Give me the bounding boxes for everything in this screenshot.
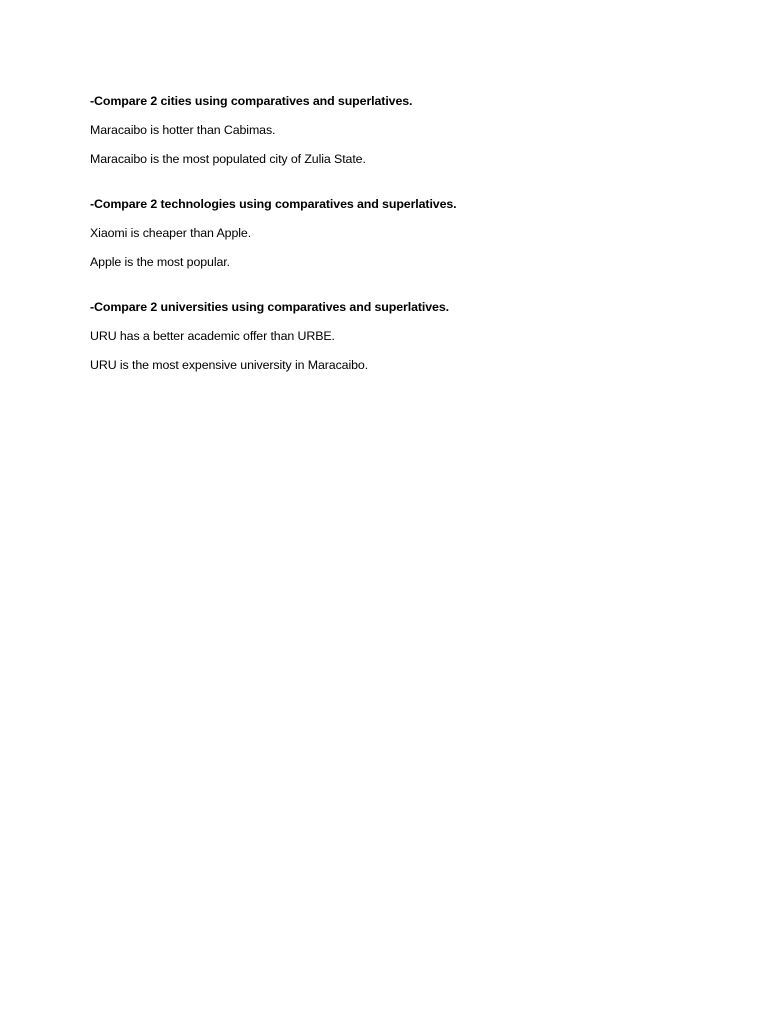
section-cities <box>90 93 690 167</box>
section-universities <box>90 299 690 373</box>
paragraph: URU has a better academic offer than URBE. <box>90 329 335 343</box>
paragraph: Maracaibo is the most populated city of Zulia State. <box>90 152 366 166</box>
paragraph: Maracaibo is hotter than Cabimas. <box>90 123 276 137</box>
paragraph: Apple is the most popular. <box>90 255 230 269</box>
section-heading: -Compare 2 universities using comparatives and superlatives. <box>90 300 449 314</box>
paragraph: Xiaomi is cheaper than Apple. <box>90 226 252 240</box>
section-heading: -Compare 2 cities using comparatives and superlatives. <box>90 94 413 108</box>
section-heading: -Compare 2 technologies using comparatives and superlatives. <box>90 197 457 211</box>
paragraph: URU is the most expensive university in Maracaibo. <box>90 358 369 372</box>
section-technologies <box>90 196 690 270</box>
document-body <box>90 93 690 402</box>
